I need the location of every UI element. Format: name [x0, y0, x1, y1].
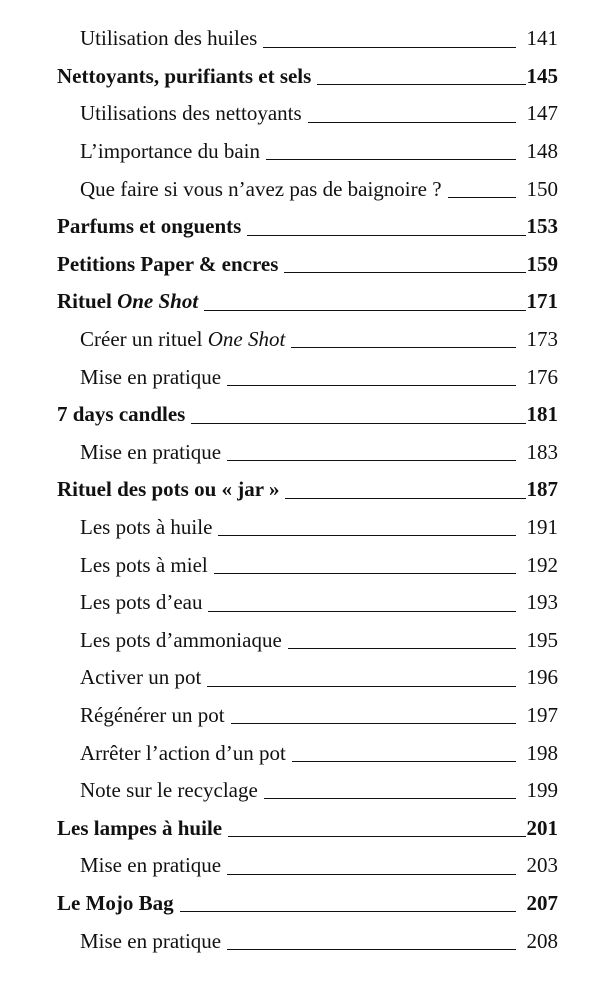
toc-leader-line [204, 310, 526, 311]
toc-entry-title [57, 216, 241, 237]
toc-entry-title [57, 291, 198, 312]
toc-entry-title-text: Les pots d’ammoniaque [80, 627, 282, 652]
toc-chapter-entry[interactable] [0, 471, 600, 509]
toc-entry-title-text: Mise en pratique [80, 853, 222, 878]
toc-leader-line [227, 385, 516, 386]
toc-leader-line [207, 686, 516, 687]
toc-page-number: 197 [526, 702, 558, 727]
toc-entry-title-text: Les lampes à huile [57, 815, 223, 840]
toc-section-entry[interactable] [0, 133, 600, 171]
table-of-contents [0, 20, 600, 960]
toc-entry-title-text: L’importance du bain [80, 139, 261, 164]
toc-section-entry[interactable] [0, 734, 600, 772]
toc-section-entry[interactable] [0, 358, 600, 396]
toc-leader-line [288, 648, 516, 649]
toc-entry-title-text: Créer un rituel [80, 327, 208, 352]
toc-section-entry[interactable] [0, 546, 600, 584]
toc-leader-line [247, 235, 526, 236]
toc-section-entry[interactable] [0, 622, 600, 660]
toc-entry-title [80, 928, 222, 953]
toc-entry-title [80, 592, 202, 613]
toc-entry-title [80, 702, 225, 727]
toc-page-number: 141 [526, 26, 558, 51]
toc-leader-line [308, 122, 516, 123]
toc-page-number: 173 [526, 327, 558, 352]
toc-section-entry[interactable] [0, 434, 600, 472]
toc-entry-title-text: Les pots à huile [80, 515, 213, 540]
toc-entry-title-text: Régénérer un pot [80, 702, 225, 727]
toc-entry-title-text: Mise en pratique [80, 928, 222, 953]
toc-section-entry[interactable] [0, 584, 600, 622]
toc-leader-line [214, 573, 516, 574]
toc-entry-title [57, 63, 312, 88]
toc-page-number: 195 [526, 627, 558, 652]
toc-leader-line [180, 911, 516, 912]
toc-entry-title [80, 552, 208, 577]
toc-entry-title [57, 890, 174, 915]
toc-page-number: 198 [526, 740, 558, 765]
toc-leader-line [448, 197, 516, 198]
toc-page-number: 148 [526, 139, 558, 164]
toc-entry-title [80, 364, 222, 389]
toc-entry-title-text: Le Mojo Bag [57, 890, 174, 915]
toc-entry-title [57, 251, 279, 276]
toc-entry-title [80, 780, 258, 801]
toc-chapter-entry[interactable] [0, 396, 600, 434]
toc-entry-title-text: Mise en pratique [80, 364, 222, 389]
toc-page-number: 199 [526, 778, 558, 803]
toc-entry-title-text: Que faire si vous n’avez pas de baignoire ? [80, 176, 442, 201]
toc-section-entry[interactable] [0, 170, 600, 208]
toc-entry-title-text: Arrêter l’action d’un pot [80, 740, 286, 765]
toc-section-entry[interactable] [0, 20, 600, 58]
toc-section-entry[interactable] [0, 922, 600, 960]
toc-leader-line [284, 272, 526, 273]
toc-entry-title [57, 404, 185, 425]
toc-page-number: 196 [526, 665, 558, 690]
toc-leader-line [264, 798, 516, 799]
toc-entry-title [80, 627, 282, 652]
toc-entry-title [80, 517, 212, 538]
toc-leader-line [291, 347, 516, 348]
toc-entry-title [80, 28, 257, 49]
toc-chapter-entry[interactable] [0, 208, 600, 246]
toc-leader-line [191, 423, 526, 424]
toc-leader-line [285, 498, 526, 499]
toc-leader-line [317, 84, 526, 85]
toc-entry-title [80, 439, 222, 464]
toc-section-entry[interactable] [0, 847, 600, 885]
toc-page-number: 171 [526, 289, 558, 314]
toc-page-number: 207 [526, 890, 558, 915]
toc-page-number: 159 [526, 251, 558, 276]
toc-entry-title-italic: One Shot [117, 289, 199, 314]
toc-entry-title-text: Utilisations des nettoyants [80, 101, 302, 126]
toc-leader-line [227, 460, 516, 461]
toc-chapter-entry[interactable] [0, 283, 600, 321]
toc-page-number: 147 [526, 101, 558, 126]
toc-entry-title [80, 103, 302, 124]
toc-entry-title [57, 815, 223, 840]
toc-entry-title-text: Rituel des pots ou « jar » [57, 477, 280, 502]
toc-leader-line [218, 535, 516, 536]
toc-entry-title [80, 176, 442, 201]
toc-entry-title [57, 479, 279, 500]
toc-leader-line [208, 611, 516, 612]
toc-section-entry[interactable] [0, 772, 600, 810]
toc-page-number: 183 [526, 439, 558, 464]
toc-section-entry[interactable] [0, 321, 600, 359]
toc-entry-title [80, 855, 221, 876]
toc-page-number: 181 [526, 402, 558, 427]
toc-entry-title-text: Note sur le recyclage [80, 778, 258, 803]
toc-leader-line [228, 836, 526, 837]
toc-entry-title-text: Utilisation des huiles [80, 26, 258, 51]
toc-entry-title-text: Parfums et onguents [57, 214, 242, 239]
toc-section-entry[interactable] [0, 659, 600, 697]
toc-chapter-entry[interactable] [0, 885, 600, 923]
toc-section-entry[interactable] [0, 509, 600, 547]
toc-page-number: 201 [526, 815, 558, 840]
toc-page-number: 193 [526, 590, 558, 615]
toc-entry-title-text: 7 days candles [57, 402, 186, 427]
toc-page-number: 191 [526, 515, 558, 540]
toc-page-number: 176 [526, 364, 558, 389]
toc-section-entry[interactable] [0, 697, 600, 735]
toc-leader-line [263, 47, 516, 48]
toc-chapter-entry[interactable] [0, 809, 600, 847]
toc-leader-line [227, 949, 516, 950]
toc-entry-title [80, 329, 285, 350]
toc-chapter-entry[interactable] [0, 58, 600, 96]
toc-chapter-entry[interactable] [0, 246, 600, 284]
toc-page-number: 153 [526, 214, 558, 239]
toc-entry-title-text: Rituel [57, 289, 118, 314]
toc-page-number: 192 [526, 552, 558, 577]
toc-entry-title [80, 141, 260, 162]
toc-entry-title-text: Les pots à miel [80, 552, 208, 577]
toc-page-number: 187 [526, 477, 558, 502]
toc-entry-title [80, 740, 286, 765]
toc-leader-line [231, 723, 516, 724]
toc-entry-title-text: Activer un pot [80, 665, 202, 690]
toc-page-number: 208 [526, 928, 558, 953]
toc-leader-line [292, 761, 516, 762]
toc-page-number: 145 [526, 63, 558, 88]
toc-entry-title-italic: One Shot [207, 327, 286, 352]
toc-section-entry[interactable] [0, 95, 600, 133]
toc-page-number: 150 [526, 176, 558, 201]
toc-entry-title [80, 667, 201, 688]
toc-leader-line [227, 874, 516, 875]
toc-entry-title-text: Les pots d’eau [80, 590, 203, 615]
toc-entry-title-text: Mise en pratique [80, 439, 222, 464]
toc-leader-line [266, 159, 516, 160]
toc-entry-title-text: Petitions Paper & encres [57, 251, 279, 276]
toc-entry-title-text: Nettoyants, purifiants et sels [57, 63, 312, 88]
toc-page-number: 203 [526, 853, 558, 878]
